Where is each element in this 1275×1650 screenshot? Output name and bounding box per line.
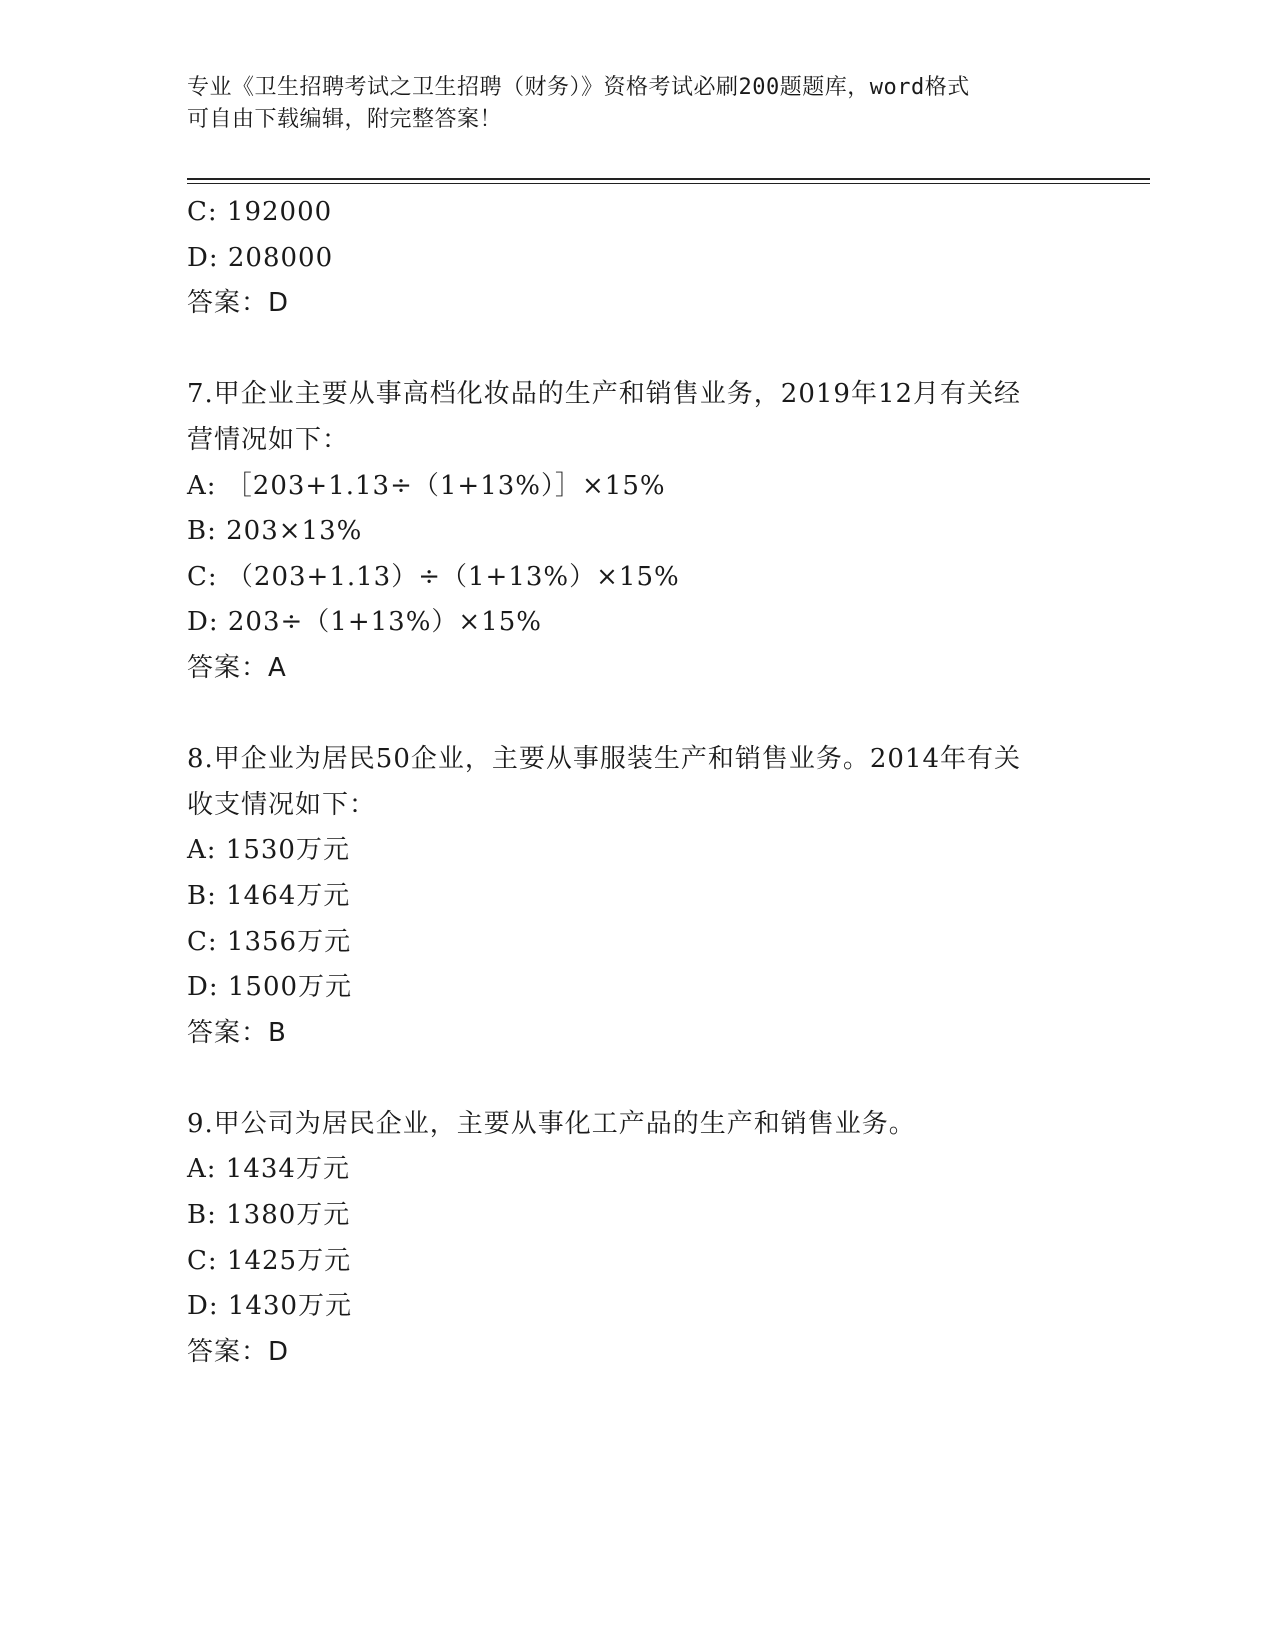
option-d: D: 1430万元 [187,1291,353,1322]
option-d: D: 208000 [187,242,334,273]
option-a: A: ［203+1.13÷（1+13%）］×15% [187,470,666,501]
answer-line: 答案：D [187,1336,290,1367]
option-d: D: 203÷（1+13%）×15% [187,607,542,638]
question-list [187,190,1087,1375]
option-c: C: 1356万元 [187,926,352,957]
question-stem-line: 8.甲企业为居民50企业，主要从事服装生产和销售业务。2014年有关 [187,744,1022,775]
header-rule-thick [187,178,1150,180]
question-block [187,737,1087,1056]
option-a: A: 1530万元 [187,835,350,866]
option-b: B: 1464万元 [187,880,351,911]
question-block [187,372,1087,691]
header-rule-thin [187,183,1150,184]
option-c: C: （203+1.13）÷（1+13%）×15% [187,561,680,592]
option-a: A: 1434万元 [187,1154,350,1185]
document-header [187,72,1067,136]
header-line-2: 可自由下载编辑，附完整答案！ [187,107,503,132]
question-block [187,190,1087,327]
question-stem-line: 9.甲公司为居民企业，主要从事化工产品的生产和销售业务。 [187,1108,916,1139]
question-stem-line: 营情况如下： [187,424,350,455]
answer-line: 答案：D [187,288,290,319]
option-b: B: 1380万元 [187,1200,351,1231]
option-c: C: 1425万元 [187,1245,352,1276]
answer-line: 答案：B [187,1017,287,1048]
spacer [187,327,1087,373]
question-stem-line: 7.甲企业主要从事高档化妆品的生产和销售业务，2019年12月有关经 [187,379,1022,410]
spacer [187,1056,1087,1102]
option-b: B: 203×13% [187,516,363,547]
answer-line: 答案：A [187,652,287,683]
question-block [187,1102,1087,1376]
option-c: C: 192000 [187,197,333,227]
question-stem-line: 收支情况如下： [187,789,377,820]
header-line-1: 专业《卫生招聘考试之卫生招聘（财务）》资格考试必刷200题题库，word格式 [187,75,970,100]
spacer [187,692,1087,738]
option-d: D: 1500万元 [187,972,353,1003]
